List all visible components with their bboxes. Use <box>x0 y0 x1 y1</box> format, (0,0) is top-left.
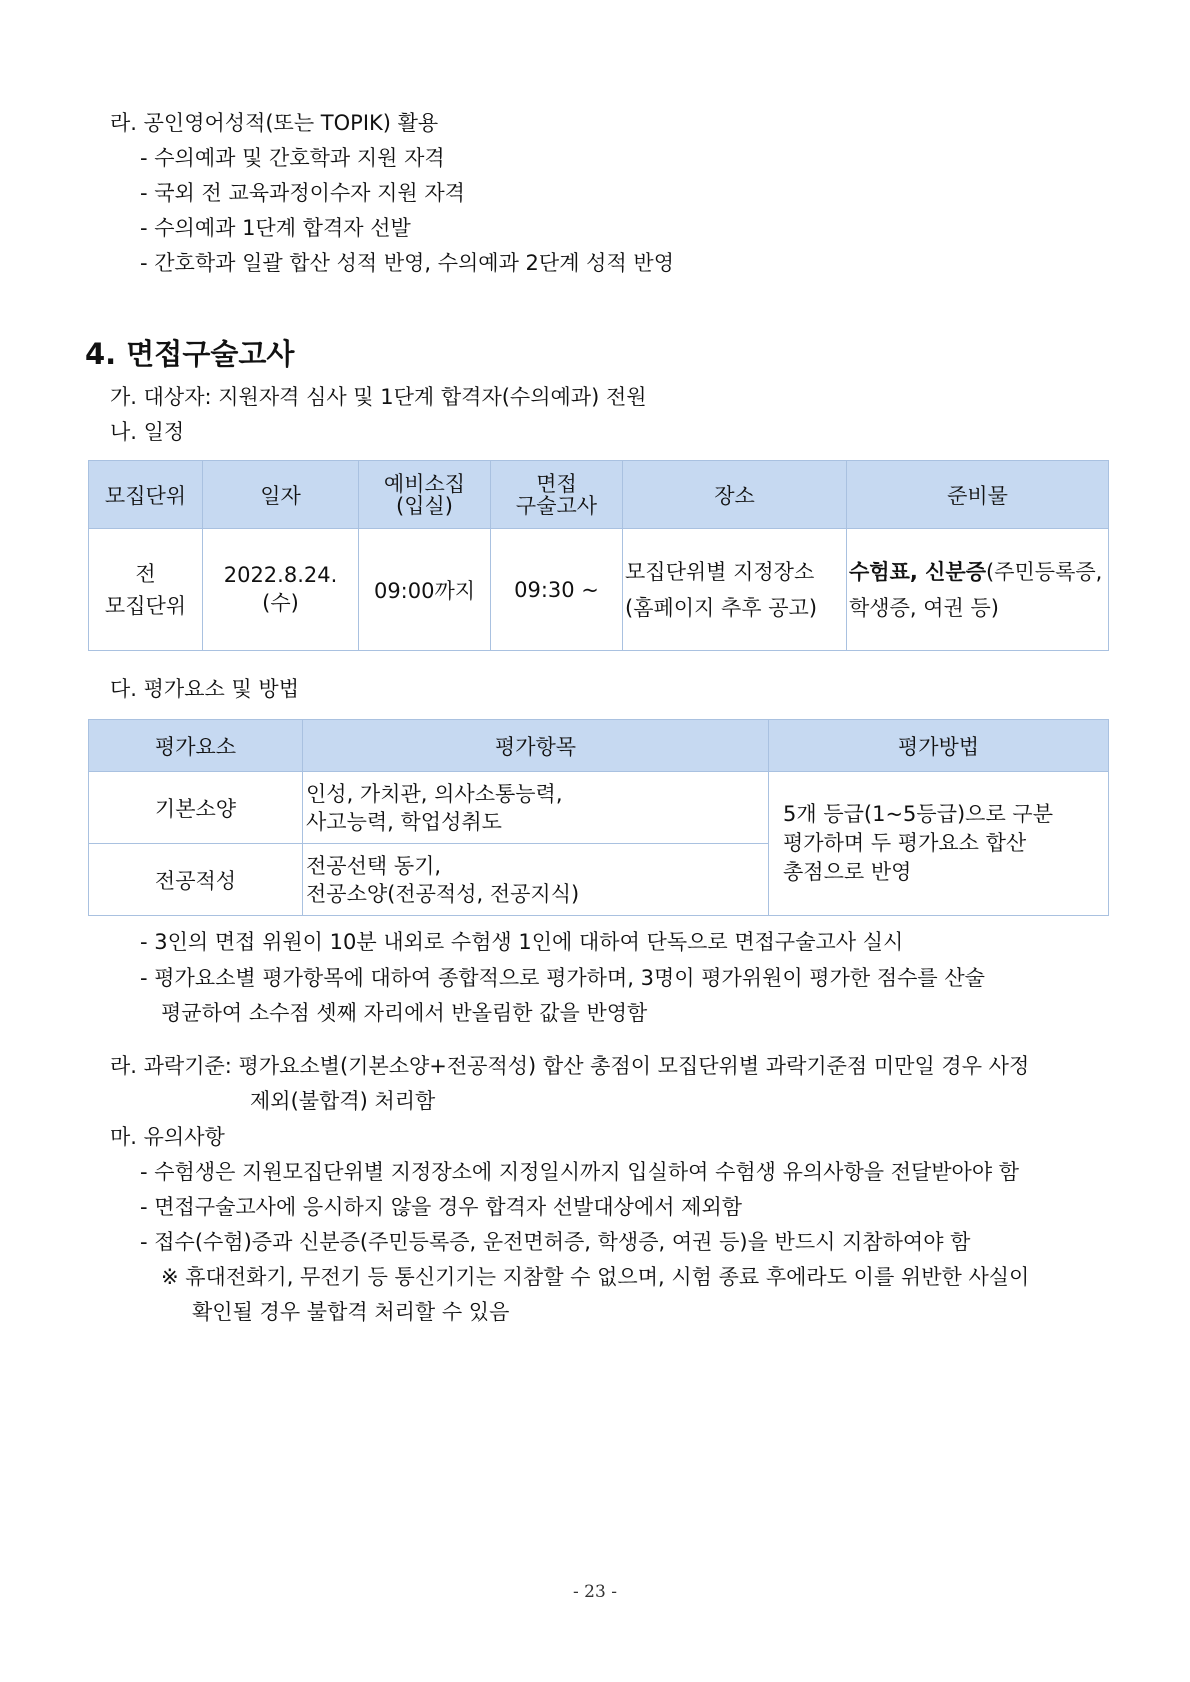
header-method: 평가방법 <box>769 720 1109 772</box>
list-item: - 접수(수험)증과 신분증(주민등록증, 운전면허증, 학생증, 여권 등)을 반드시 지참하여야 함 <box>140 1230 971 1254</box>
section-la2-line1: 라. 과락기준: 평가요소별(기본소양+전공적성) 합산 총점이 모집단위별 과락기준점 미만일 경우 사정 <box>110 1054 1030 1078</box>
cell-item <box>303 772 769 844</box>
caution-note-continued: 확인될 경우 불합격 처리할 수 있음 <box>192 1300 510 1324</box>
list-item: - 국외 전 교육과정이수자 지원 자격 <box>140 181 465 205</box>
cell-method <box>769 772 1109 916</box>
section-da-title: 다. 평가요소 및 방법 <box>110 677 299 701</box>
cell-item-line2: 전공소양(전공적성, 전공지식) <box>306 881 580 906</box>
cell-items <box>847 529 1109 651</box>
header-unit: 모집단위 <box>89 461 203 529</box>
cell-item-line1: 인성, 가치관, 의사소통능력, <box>306 781 563 806</box>
list-item: - 수의예과 1단계 합격자 선발 <box>140 216 411 240</box>
cell-element: 기본소양 <box>89 772 303 844</box>
header-gather <box>359 461 491 529</box>
section-la2-line2: 제외(불합격) 처리함 <box>250 1089 436 1113</box>
list-item: - 면접구술고사에 응시하지 않을 경우 합격자 선발대상에서 제외함 <box>140 1195 743 1219</box>
cell-item <box>303 844 769 916</box>
section-heading: 4. 면접구술고사 <box>85 337 295 371</box>
cell-place-line2: (홈페이지 추후 공고) <box>625 595 818 620</box>
cell-exam: 09:30 ~ <box>491 529 623 651</box>
note-item-continued: 평균하여 소수점 셋째 자리에서 반올림한 값을 반영함 <box>161 1001 648 1025</box>
cell-item-line1: 전공선택 동기, <box>306 853 442 878</box>
schedule-table <box>88 460 1109 651</box>
header-element: 평가요소 <box>89 720 303 772</box>
section-ga: 가. 대상자: 지원자격 심사 및 1단계 합격자(수의예과) 전원 <box>110 385 647 409</box>
header-exam <box>491 461 623 529</box>
header-date: 일자 <box>203 461 359 529</box>
cell-method-line1: 5개 등급(1~5등급)으로 구분 <box>783 802 1053 826</box>
header-place: 장소 <box>623 461 847 529</box>
cell-gather: 09:00까지 <box>359 529 491 651</box>
header-items: 준비물 <box>847 461 1109 529</box>
header-item: 평가항목 <box>303 720 769 772</box>
list-item: - 수험생은 지원모집단위별 지정장소에 지정일시까지 입실하여 수험생 유의사항을 전달받아야 함 <box>140 1160 1020 1184</box>
note-item: - 평가요소별 평가항목에 대하여 종합적으로 평가하며, 3명이 평가위원이 평가한 점수를 산술 <box>140 966 985 990</box>
cell-element: 전공적성 <box>89 844 303 916</box>
list-item: - 수의예과 및 간호학과 지원 자격 <box>140 146 445 170</box>
header-gather-line2: (입실) <box>396 493 453 518</box>
cell-place-line1: 모집단위별 지정장소 <box>625 559 815 584</box>
cell-date: 2022.8.24.(수) <box>203 529 359 651</box>
cell-unit-line2: 모집단위 <box>104 593 187 618</box>
section-la-title: 라. 공인영어성적(또는 TOPIK) 활용 <box>110 111 439 135</box>
cell-method-line3: 총점으로 반영 <box>783 860 912 884</box>
cell-items-line2: 학생증, 여권 등) <box>849 595 999 620</box>
cell-items-bold: 수험표, 신분증 <box>849 559 987 584</box>
header-exam-line1: 면접 <box>536 471 577 496</box>
cell-place <box>623 529 847 651</box>
page-number: - 23 - <box>573 1582 617 1602</box>
list-item: - 간호학과 일괄 합산 성적 반영, 수의예과 2단계 성적 반영 <box>140 251 674 275</box>
note-item: - 3인의 면접 위원이 10분 내외로 수험생 1인에 대하여 단독으로 면접구술고사 실시 <box>140 930 904 954</box>
caution-note: ※ 휴대전화기, 무전기 등 통신기기는 지참할 수 없으며, 시험 종료 후에라도 이를 위반한 사실이 <box>161 1265 1030 1289</box>
section-na: 나. 일정 <box>110 420 185 444</box>
cell-unit <box>89 529 203 651</box>
cell-method-line2: 평가하며 두 평가요소 합산 <box>783 831 1027 855</box>
cell-item-line2: 사고능력, 학업성취도 <box>306 809 502 834</box>
header-gather-line1: 예비소집 <box>383 471 466 496</box>
evaluation-table <box>88 719 1109 916</box>
cell-items-rest: (주민등록증, <box>986 559 1103 584</box>
section-ma-title: 마. 유의사항 <box>110 1125 225 1149</box>
header-exam-line2: 구술고사 <box>515 493 598 518</box>
cell-unit-line1: 전 <box>135 561 156 586</box>
